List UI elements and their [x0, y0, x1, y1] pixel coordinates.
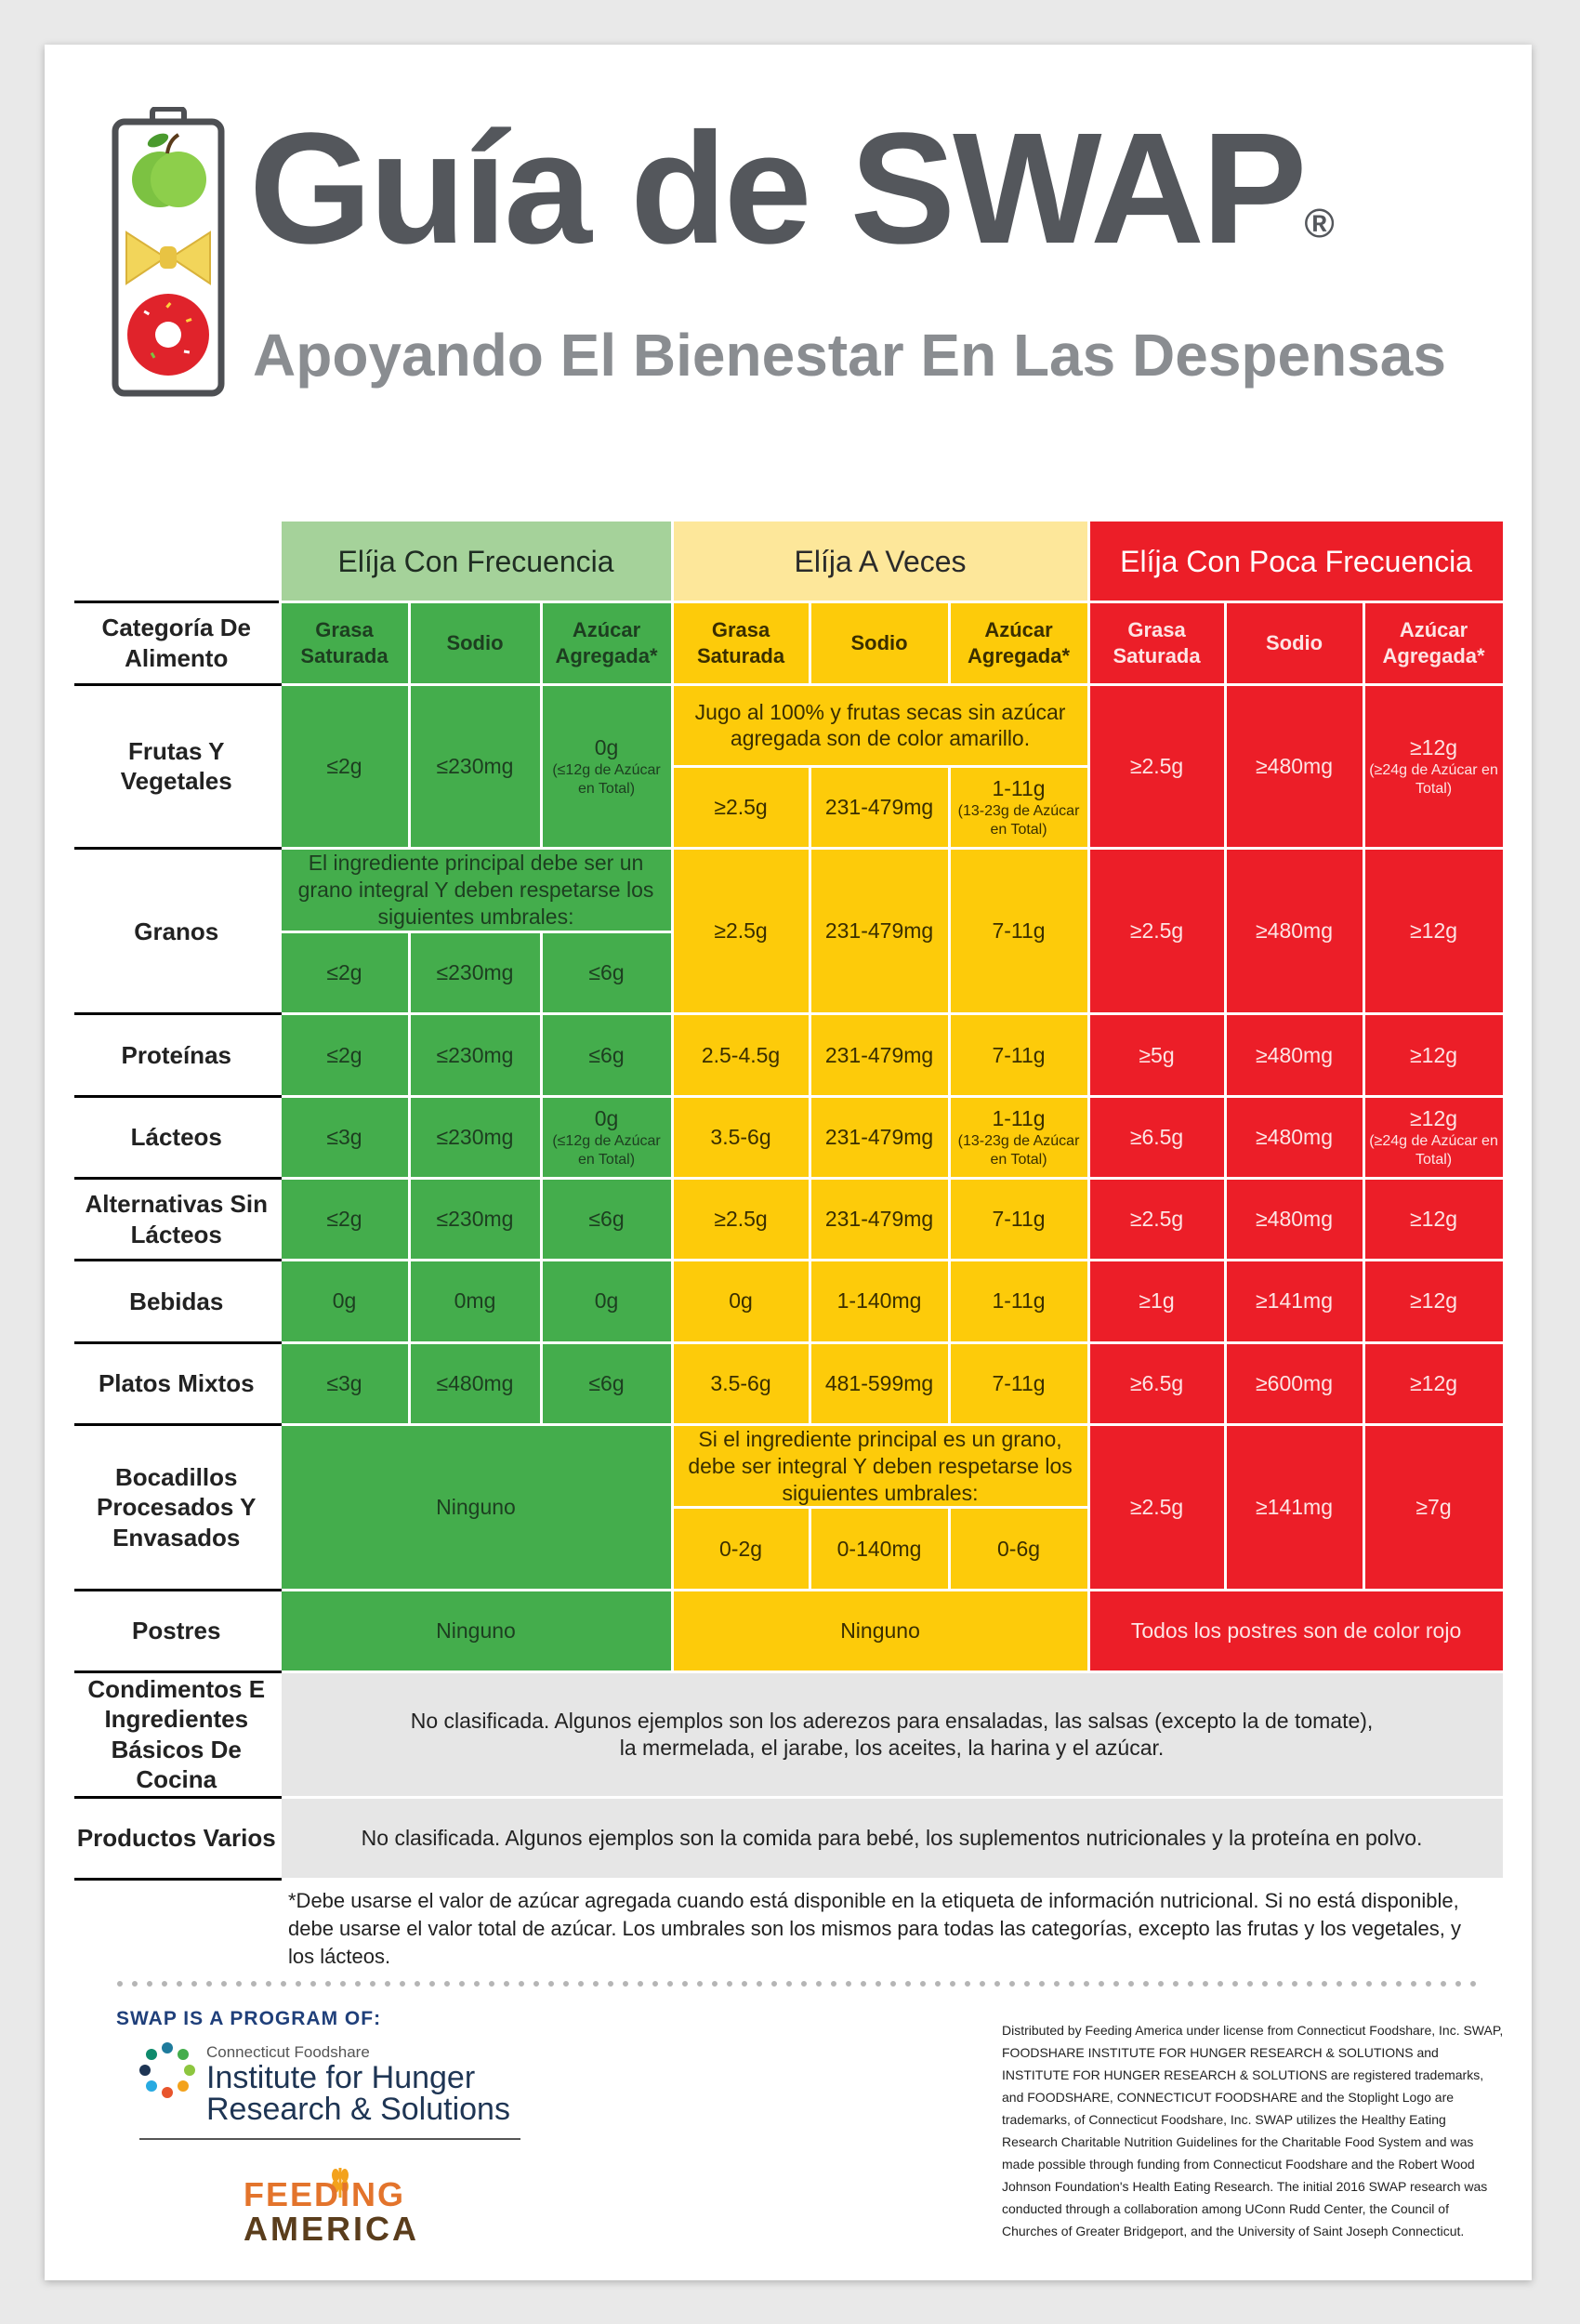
sub-header-sugar: Azúcar Agregada*	[1363, 602, 1504, 684]
category-granos: Granos	[74, 849, 280, 1014]
unclassified-note: No clasificada. Algunos ejemplos son la comida para bebé, los suplementos nutricionales y la proteína en polvo.	[280, 1797, 1504, 1879]
cell-value: 3.5-6g	[672, 1096, 810, 1178]
yellow-note: Jugo al 100% y frutas secas sin azúcar agregada son de color amarillo.	[672, 684, 1088, 766]
category-postres: Postres	[74, 1590, 280, 1671]
group-header-row	[74, 521, 1504, 602]
table-row-proteinas	[74, 1014, 1504, 1096]
cell-value: ≤230mg	[409, 931, 541, 1013]
cell-value: ≥480mg	[1225, 849, 1363, 1014]
cell-value: ≥141mg	[1225, 1424, 1363, 1590]
cell-main: 1-11g	[992, 776, 1046, 801]
cell-value: 7-11g	[949, 1178, 1088, 1260]
cell-value: ≤2g	[280, 931, 409, 1013]
distribution-notice: Distributed by Feeding America under license from Connecticut Foodshare, Inc. SWAP, FOODSHARE INSTITUTE FOR HUNGER RESEARCH & SOLUTIONS and INSTITUTE FOR HUNGER RESEARCH & SOLUTIONS are registered trademarks, and FOODSHARE, CONNECTICUT FOODSHARE and the Stoplight Logo are trademarks, of Connecticut Foodshare, Inc. SWAP utilizes the Healthy Eating Research Charitable Nutrition Guidelines for the Charitable Food System and was made possible through funding from Connecticut Foodshare and the Robert Wood Johnson Foundation's Health Eating Research. The initial 2016 SWAP research was conducted through a collaboration among UConn Rudd Center, the Council of Churches of Greater Bridgeport, and the University of Saint Joseph Connecticut.	[1002, 2023, 1504, 2238]
program-label: SWAP IS A PROGRAM OF:	[116, 2008, 382, 2029]
cell-value: ≥1g	[1088, 1261, 1225, 1342]
institute-parent-name: Connecticut Foodshare	[206, 2043, 370, 2061]
table-row-bocadillos	[74, 1424, 1504, 1508]
cell-value: Ninguno	[280, 1590, 672, 1671]
page-subtitle: Apoyando El Bienestar En Las Despensas	[253, 322, 1446, 389]
cell-value: ≥5g	[1088, 1014, 1225, 1096]
cell-value: 1-140mg	[810, 1261, 949, 1342]
cell-value: ≥480mg	[1225, 1014, 1363, 1096]
cell-value: 0g	[541, 1261, 672, 1342]
table-row-frutas	[74, 684, 1504, 766]
feeding-america-logo: AMERICA	[244, 2210, 419, 2248]
cell-value	[1363, 684, 1504, 849]
dotted-divider	[116, 1980, 1478, 1987]
cell-value: 0-140mg	[810, 1508, 949, 1590]
cell-value: ≤230mg	[409, 684, 541, 849]
sub-header-fat: Grasa Saturada	[1088, 602, 1225, 684]
cell-value: ≤3g	[280, 1342, 409, 1424]
footnote: *Debe usarse el valor de azúcar agregada cuando está disponible en la etiqueta de información nutricional. Si no está disponible, debe usarse el valor total de azúcar. Los umbrales son los mismos para todas las categorías, excepto las frutas y los vegetales, y los lácteos.	[288, 1889, 1461, 1968]
table-row-granos	[74, 849, 1504, 932]
group-header-sometimes: Elíja A Veces	[672, 521, 1088, 602]
cell-value: Ninguno	[280, 1424, 672, 1590]
note-line: la mermelada, el jarabe, los aceites, la harina y el azúcar.	[619, 1735, 1165, 1760]
cell-value: ≤480mg	[409, 1342, 541, 1424]
note-line: No clasificada. Algunos ejemplos son los aderezos para ensaladas, las salsas (excepto la de tomate),	[410, 1709, 1374, 1734]
cell-value: ≤2g	[280, 1014, 409, 1096]
table-row-lacteos	[74, 1096, 1504, 1178]
cell-value	[1363, 1096, 1504, 1178]
sub-header-sodium: Sodio	[810, 602, 949, 684]
cell-value: ≥141mg	[1225, 1261, 1363, 1342]
table-row-bebidas	[74, 1261, 1504, 1342]
cell-value	[541, 684, 672, 849]
cell-value: 0g	[672, 1261, 810, 1342]
cell-value: ≤230mg	[409, 1096, 541, 1178]
cell-value	[949, 766, 1088, 848]
cell-value: ≥6.5g	[1088, 1342, 1225, 1424]
cell-value: 7-11g	[949, 1014, 1088, 1096]
cell-value: ≥12g	[1363, 1178, 1504, 1260]
cell-value: ≥2.5g	[1088, 684, 1225, 849]
cell-value: ≤2g	[280, 684, 409, 849]
table-row-varios	[74, 1797, 1504, 1879]
cell-note: (≥24g de Azúcar en Total)	[1369, 1132, 1498, 1168]
unclassified-note	[280, 1672, 1504, 1798]
cell-main: ≥12g	[1410, 735, 1458, 760]
sub-header-row	[74, 602, 1504, 684]
category-bebidas: Bebidas	[74, 1261, 280, 1342]
category-bocadillos: Bocadillos Procesados Y Envasados	[74, 1424, 280, 1590]
cell-value: ≥2.5g	[672, 766, 810, 848]
group-header-rarely: Elíja Con Poca Frecuencia	[1088, 521, 1504, 602]
category-alternativas: Alternativas Sin Lácteos	[74, 1178, 280, 1260]
category-header: Categoría De Alimento	[74, 602, 280, 684]
cell-value: 231-479mg	[810, 1096, 949, 1178]
cell-main: 0g	[594, 735, 619, 760]
cell-value: ≥2.5g	[672, 849, 810, 1014]
cell-value: 2.5-4.5g	[672, 1014, 810, 1096]
cell-value: 481-599mg	[810, 1342, 949, 1424]
cell-value: 231-479mg	[810, 1014, 949, 1096]
cell-value: Ninguno	[672, 1590, 1088, 1671]
cell-value: ≥12g	[1363, 849, 1504, 1014]
sub-header-sodium: Sodio	[1225, 602, 1363, 684]
category-condimentos: Condimentos E Ingredientes Básicos De Cocina	[74, 1672, 280, 1798]
cell-main: 0g	[594, 1105, 619, 1130]
cell-value: ≥600mg	[1225, 1342, 1363, 1424]
category-platos: Platos Mixtos	[74, 1342, 280, 1424]
cell-value: ≥6.5g	[1088, 1096, 1225, 1178]
cell-value	[949, 1096, 1088, 1178]
cell-main: 1-11g	[992, 1105, 1046, 1130]
cell-value: 231-479mg	[810, 849, 949, 1014]
cell-value: 231-479mg	[810, 1178, 949, 1260]
cell-value: ≤6g	[541, 1178, 672, 1260]
category-varios: Productos Varios	[74, 1797, 280, 1879]
cell-value: ≤230mg	[409, 1014, 541, 1096]
category-lacteos: Lácteos	[74, 1096, 280, 1178]
cell-value: ≥2.5g	[1088, 849, 1225, 1014]
category-frutas: Frutas Y Vegetales	[74, 684, 280, 849]
swap-table	[74, 519, 1506, 1881]
cell-value: 7-11g	[949, 849, 1088, 1014]
cell-value	[541, 1096, 672, 1178]
cell-value: 0g	[280, 1261, 409, 1342]
table-row-platos	[74, 1342, 1504, 1424]
blank-corner	[74, 521, 280, 602]
cell-value: ≥12g	[1363, 1014, 1504, 1096]
cell-value: 0-6g	[949, 1508, 1088, 1590]
cell-value: ≥2.5g	[1088, 1424, 1225, 1590]
cell-value: Todos los postres son de color rojo	[1088, 1590, 1504, 1671]
cell-main: ≥12g	[1410, 1105, 1458, 1130]
stoplight-logo-icon	[112, 107, 225, 397]
group-header-frequently: Elíja Con Frecuencia	[280, 521, 672, 602]
registered-mark: ®	[1304, 201, 1335, 246]
cell-value: ≥2.5g	[672, 1178, 810, 1260]
donut-icon	[127, 294, 209, 376]
table-row-alternativas	[74, 1178, 1504, 1260]
cell-value: 3.5-6g	[672, 1342, 810, 1424]
sub-header-fat: Grasa Saturada	[280, 602, 409, 684]
cell-note: (≥24g de Azúcar en Total)	[1369, 761, 1498, 797]
cell-value: ≥12g	[1363, 1342, 1504, 1424]
table-row-postres	[74, 1590, 1504, 1671]
cell-value: ≤6g	[541, 1342, 672, 1424]
cell-value: ≤3g	[280, 1096, 409, 1178]
sub-header-sugar: Azúcar Agregada*	[949, 602, 1088, 684]
page-title: Guía de SWAP®	[249, 100, 1335, 277]
yellow-note: Si el ingrediente principal es un grano, debe ser integral Y deben respetarse los siguientes umbrales:	[672, 1424, 1088, 1508]
sub-header-fat: Grasa Saturada	[672, 602, 810, 684]
institute-line: Research & Solutions	[206, 2092, 510, 2127]
cell-value: ≤6g	[541, 931, 672, 1013]
cell-value: 0-2g	[672, 1508, 810, 1590]
cell-value: ≥480mg	[1225, 684, 1363, 849]
cell-note: (13-23g de Azúcar en Total)	[957, 803, 1080, 838]
cell-value: 231-479mg	[810, 766, 949, 848]
cell-value: ≥480mg	[1225, 1096, 1363, 1178]
cell-value: ≥12g	[1363, 1261, 1504, 1342]
cell-note: (≤12g de Azúcar en Total)	[552, 761, 661, 797]
institute-name	[206, 2062, 510, 2125]
sub-header-sugar: Azúcar Agregada*	[541, 602, 672, 684]
cell-value: 0mg	[409, 1261, 541, 1342]
table-row-condimentos	[74, 1672, 1504, 1798]
green-note: El ingrediente principal debe ser un grano integral Y deben respetarse los siguientes umbrales:	[280, 849, 672, 932]
cell-value: ≤6g	[541, 1014, 672, 1096]
cell-value: ≥7g	[1363, 1424, 1504, 1590]
cell-value: ≥480mg	[1225, 1178, 1363, 1260]
cell-value: ≤230mg	[409, 1178, 541, 1260]
cell-value: 1-11g	[949, 1261, 1088, 1342]
sub-header-sodium: Sodio	[409, 602, 541, 684]
cell-value: 7-11g	[949, 1342, 1088, 1424]
cell-value: ≥2.5g	[1088, 1178, 1225, 1260]
cell-note: (13-23g de Azúcar en Total)	[957, 1132, 1080, 1168]
feeding-america-logo: FEEDING	[244, 2175, 406, 2213]
category-proteinas: Proteínas	[74, 1014, 280, 1096]
cell-note: (≤12g de Azúcar en Total)	[552, 1132, 661, 1168]
institute-line: Institute for Hunger	[206, 2060, 476, 2095]
cell-value: ≤2g	[280, 1178, 409, 1260]
